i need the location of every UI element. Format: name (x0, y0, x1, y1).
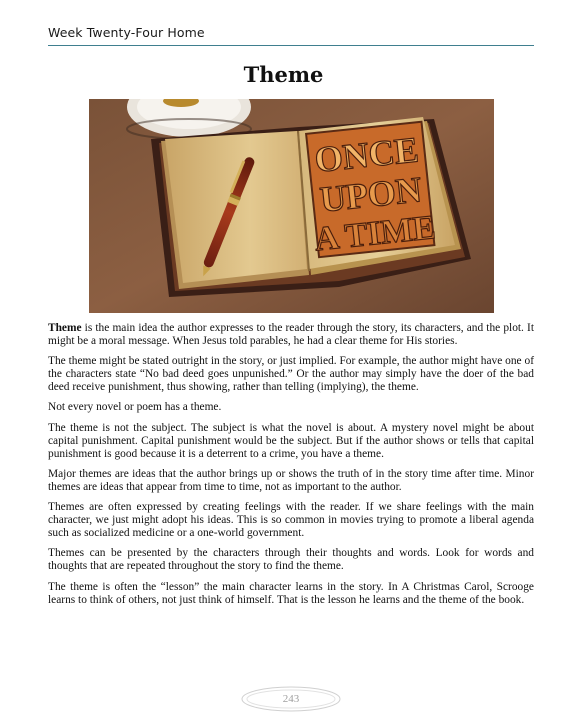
page-number: 243 (282, 693, 300, 705)
running-header (48, 25, 534, 46)
book-word-upon: UPON (317, 169, 424, 220)
paragraph-stated-implied: The theme might be stated outright in the story, or just implied. For example, the author might have one of the characters state “No bad deed goes unpunished.” Or the author may simply have the doer of the bad deed receive punishment, thus showing, rather than telling (implying), the theme. (48, 355, 534, 394)
paragraph-definition-text: is the main idea the author expresses to the reader through the story, its characters, and the plot. It might be a moral message. When Jesus told parables, he had a clear theme for His stories. (48, 322, 534, 348)
paragraph-definition (48, 322, 534, 348)
body-text (48, 322, 534, 614)
paragraph-theme-vs-subject: The theme is not the subject. The subject is what the novel is about. A mystery novel might be about capital punishment. Capital punishment would be the subject. But if the author shows or tells that capital punishment is good because it is a deterrent to a crime, you have a theme. (48, 421, 534, 460)
paragraph-lesson: The theme is often the “lesson” the main character learns in the story. In A Christmas Carol, Scrooge learns to think of others, not just think of himself. That is the lesson he learns and the theme of the book. (48, 580, 534, 606)
page-title: Theme (243, 62, 324, 87)
book-word-a-time: A TIME (312, 209, 438, 259)
paragraph-major-minor: Major themes are ideas that the author brings up or shows the truth of in the story time after time. Minor themes are ideas that appear from time to time, not as important to the author. (48, 467, 534, 493)
term-theme: Theme (48, 322, 82, 334)
paragraph-not-every-novel: Not every novel or poem has a theme. (48, 401, 222, 414)
header-title: Week Twenty-Four Home (48, 25, 205, 40)
paragraph-characters: Themes can be presented by the characters through their thoughts and words. Look for words and thoughts that are repeated throughout the story to find the theme. (48, 547, 534, 573)
page-footer (241, 686, 341, 712)
paragraph-feelings: Themes are often expressed by creating feelings with the reader. If we share feelings with the main character, we just might adopt his ideas. This is so common in movies trying to promote a liberal agenda such as socialized medicine or a one-world government. (48, 501, 534, 540)
book-photo (89, 99, 494, 313)
book-word-once: ONCE (312, 129, 421, 181)
